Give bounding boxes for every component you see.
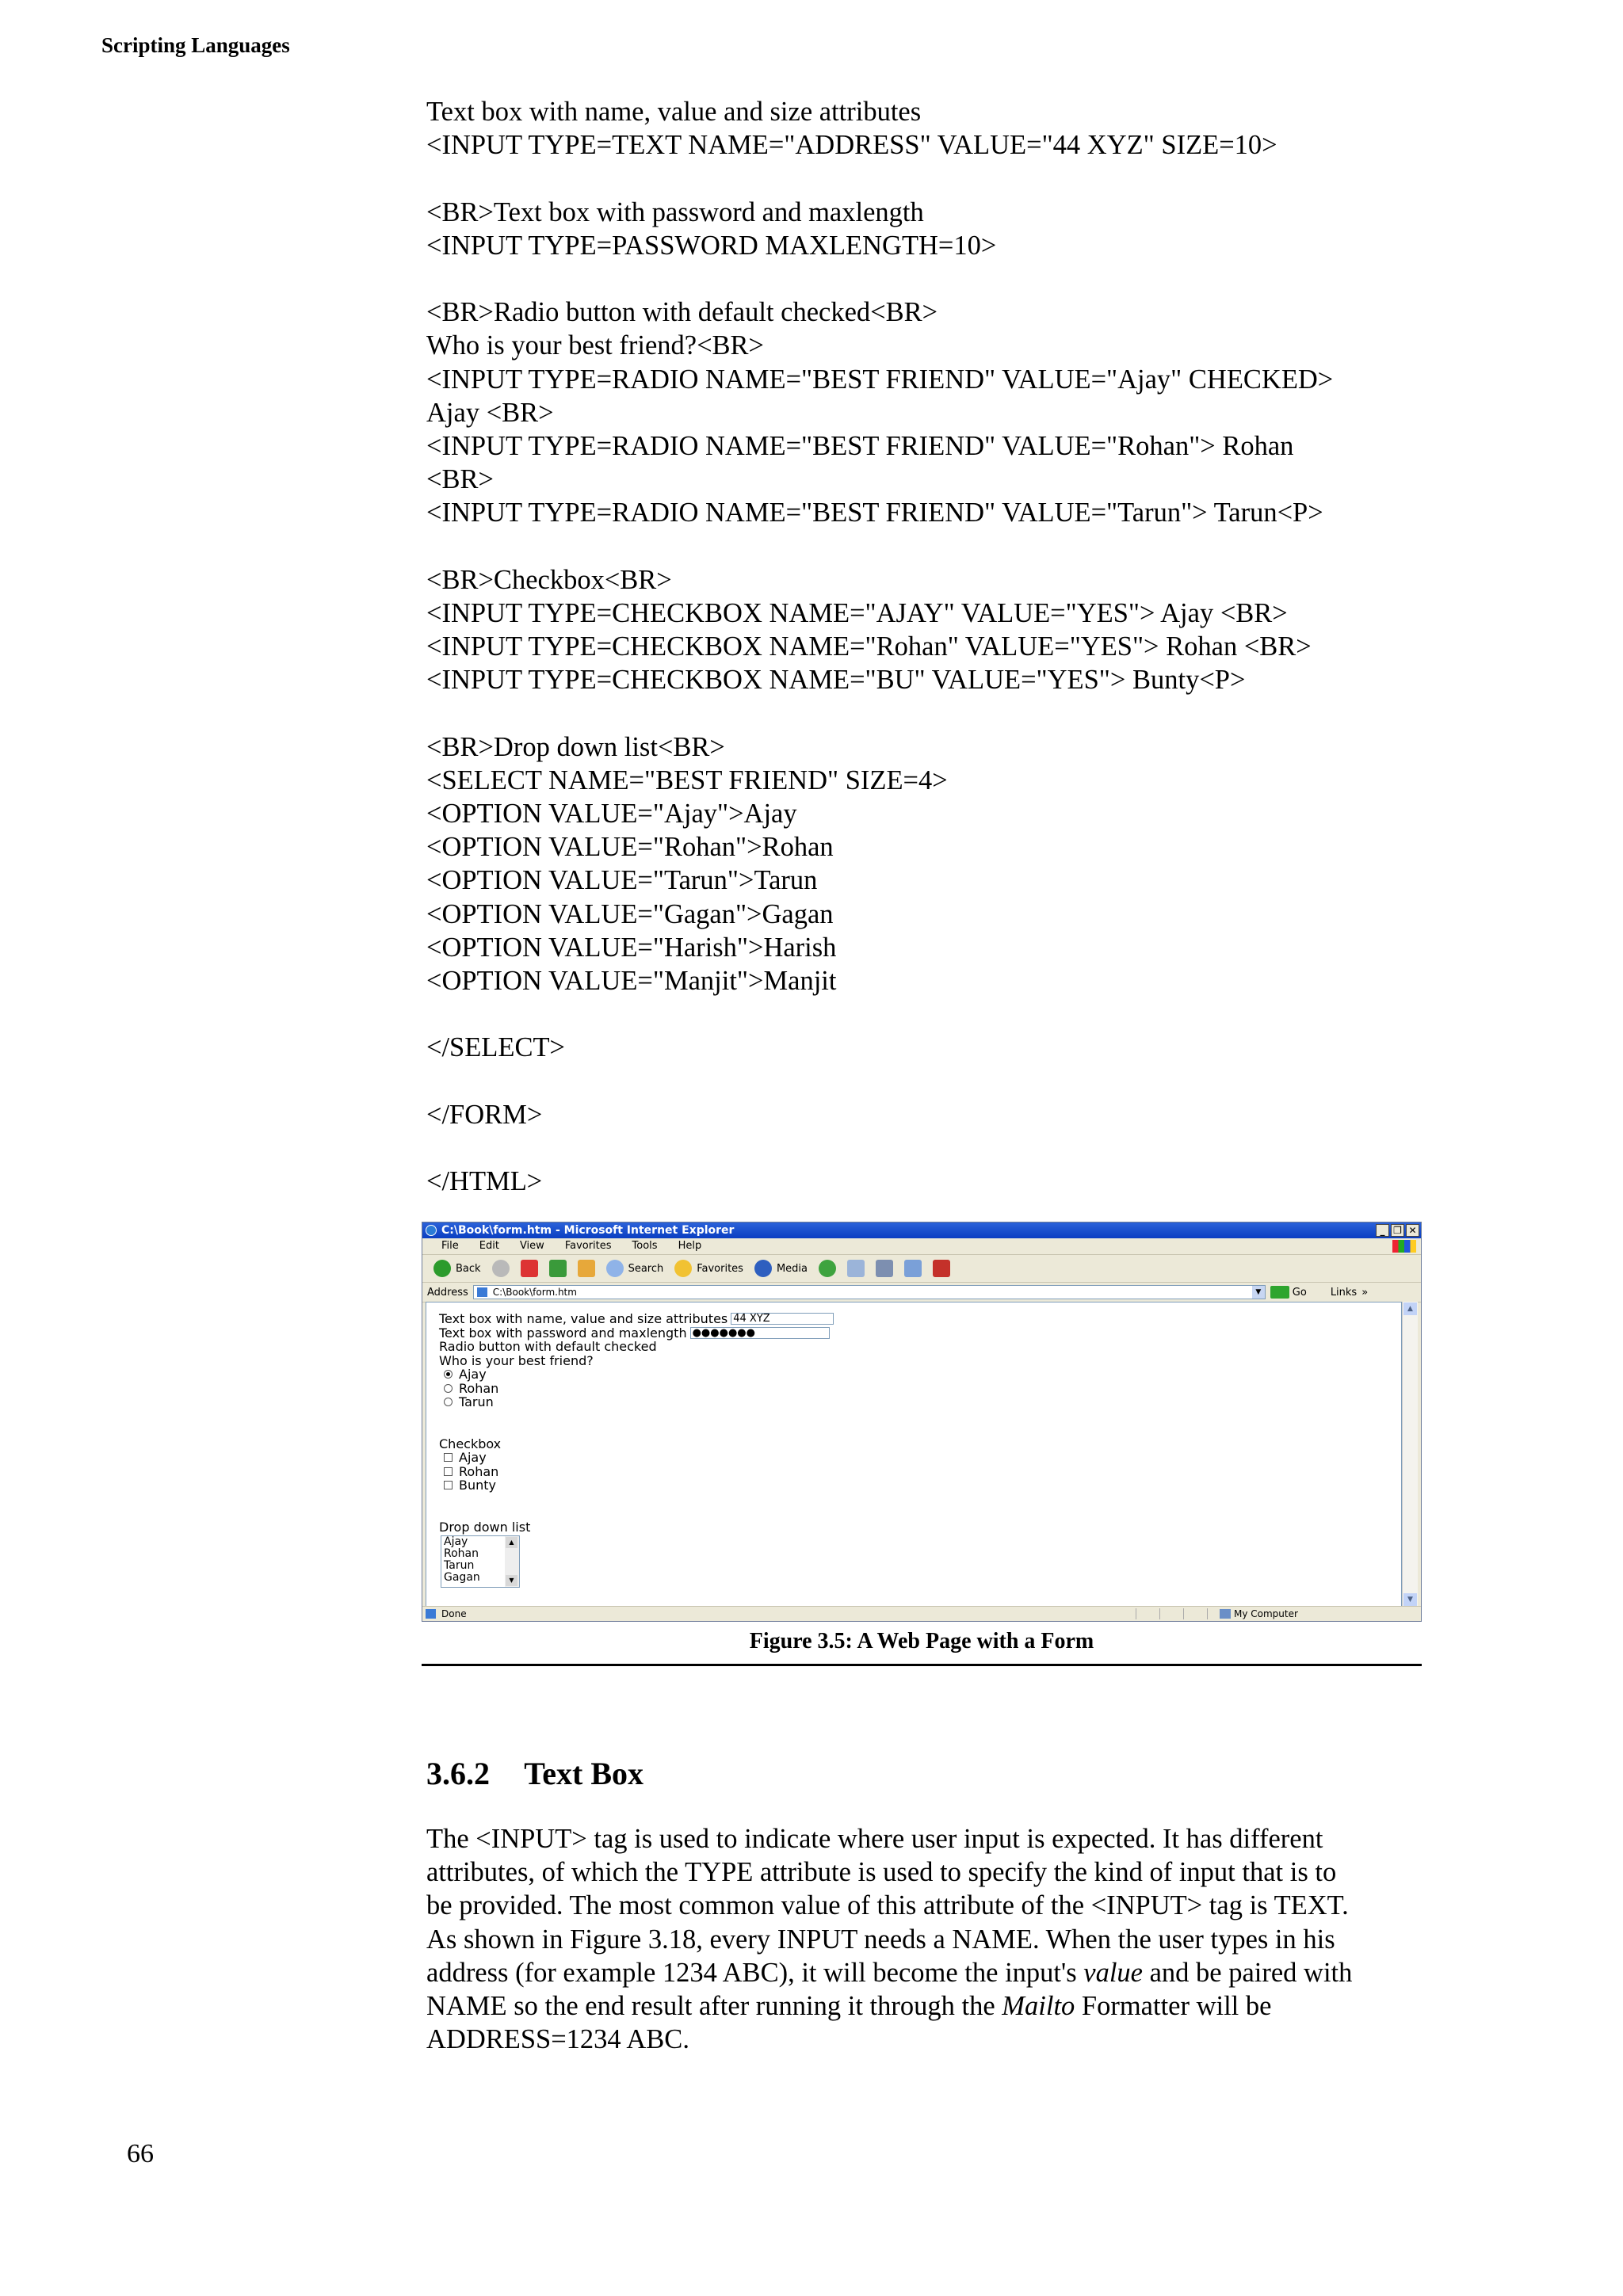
textbox-label: Text box with name, value and size attributes [439,1311,728,1326]
back-button[interactable] [433,1260,481,1277]
paragraph-line [426,1989,1425,2023]
chevron-right-icon[interactable]: » [1361,1286,1369,1299]
windows-logo-icon [1392,1240,1416,1253]
password-label: Text box with password and maxlength [439,1325,687,1341]
checkbox-option[interactable] [439,1465,834,1479]
checkbox-label: Ajay [459,1450,487,1465]
chevron-down-icon[interactable]: ▼ [506,1575,517,1586]
browser-title-bar [422,1222,1421,1238]
radio-label: Ajay [459,1367,487,1382]
listbox-option[interactable]: Tarun [444,1559,475,1572]
paragraph-line: The <INPUT> tag is used to indicate where user input is expected. It has different [426,1824,1323,1854]
computer-icon [1220,1609,1231,1619]
page-number: 66 [127,2139,154,2168]
checkbox[interactable] [444,1481,453,1489]
form [439,1312,834,1588]
back-label: Back [456,1262,481,1275]
media-label: Media [776,1262,808,1275]
radio-question: Who is your best friend? [439,1352,594,1368]
checkbox[interactable] [444,1467,453,1476]
code-line: <BR>Checkbox<BR> [426,564,672,595]
checkbox[interactable] [444,1453,453,1462]
checkbox-label: Rohan [459,1463,499,1479]
page-content [426,1302,1402,1607]
code-line: <INPUT TYPE=RADIO NAME="BEST FRIEND" VALUE="Tarun"> Tarun<P> [426,498,1323,528]
code-line: <INPUT TYPE=CHECKBOX NAME="Rohan" VALUE="YES"> Rohan <BR> [426,631,1312,662]
status-text: Done [441,1608,467,1619]
listbox-option[interactable]: Rohan [444,1547,479,1560]
minimize-icon[interactable]: _ [1376,1224,1389,1237]
search-button[interactable] [606,1260,664,1277]
dropdown-heading: Drop down list [439,1519,531,1535]
code-line [426,997,1457,1031]
code-line: <OPTION VALUE="Tarun">Tarun [426,865,818,896]
status-zone: My Computer [1234,1608,1298,1619]
radio-option[interactable] [439,1395,834,1409]
browser-screenshot [422,1222,1422,1622]
stop-icon[interactable] [521,1260,538,1277]
code-line: <OPTION VALUE="Gagan">Gagan [426,898,834,929]
code-line: </FORM> [426,1099,543,1130]
code-line: <INPUT TYPE=PASSWORD MAXLENGTH=10> [426,230,997,261]
body-paragraph [426,1822,1425,2056]
code-line: <BR>Text box with password and maxlength [426,196,924,227]
address-bar [422,1283,1421,1302]
code-line: <INPUT TYPE=TEXT NAME="ADDRESS" VALUE="44 XYZ" SIZE=10> [426,130,1277,161]
page-icon [426,1609,436,1619]
listbox-option[interactable]: Gagan [444,1571,480,1584]
go-label: Go [1292,1286,1307,1299]
status-divider [1207,1608,1208,1619]
chevron-up-icon[interactable]: ▲ [506,1537,517,1548]
menu-item-help[interactable]: Help [678,1240,702,1252]
scroll-down-icon[interactable]: ▼ [1403,1593,1417,1606]
best-friend-listbox[interactable] [441,1535,520,1588]
refresh-icon[interactable] [549,1260,567,1277]
section-heading [426,1755,643,1792]
favorites-label: Favorites [697,1262,743,1275]
radio-button[interactable] [444,1370,453,1379]
menu-item-tools[interactable]: Tools [632,1240,658,1252]
radio-button[interactable] [444,1398,453,1406]
html-code-listing [426,95,1457,1198]
code-line [426,162,1457,195]
star-icon [674,1260,692,1277]
paragraph-line: As shown in Figure 3.18, every INPUT needs a NAME. When the user types in his [426,1924,1335,1955]
password-row [439,1326,834,1341]
running-head: Scripting Languages [101,33,290,57]
go-button[interactable] [1270,1286,1307,1299]
code-line: <OPTION VALUE="Harish">Harish [426,932,837,963]
menu-item-favorites[interactable]: Favorites [564,1240,612,1252]
code-line [426,1131,1457,1165]
edit-icon[interactable] [904,1260,922,1277]
checkbox-option[interactable] [439,1478,834,1493]
browser-title: C:\Book\form.htm - Microsoft Internet Explorer [441,1224,735,1237]
radio-option[interactable] [439,1382,834,1396]
chevron-down-icon[interactable]: ▼ [1252,1286,1265,1299]
radio-label: Rohan [459,1380,499,1396]
code-line: <INPUT TYPE=CHECKBOX NAME="AJAY" VALUE="YES"> Ajay <BR> [426,597,1288,628]
code-line: Text box with name, value and size attributes [426,97,922,127]
section-title: Text Box [524,1756,644,1791]
emphasized-term: Mailto [1002,1990,1075,2021]
code-line: <OPTION VALUE="Rohan">Rohan [426,832,834,863]
code-line [426,529,1457,563]
paragraph-line [426,1956,1425,1989]
listbox-option[interactable]: Ajay [444,1535,468,1548]
messenger-icon[interactable] [933,1260,950,1277]
code-line: <INPUT TYPE=RADIO NAME="BEST FRIEND" VALUE="Ajay" CHECKED> [426,364,1334,395]
section-number: 3.6.2 [426,1756,490,1791]
media-button[interactable] [754,1260,808,1277]
links-button[interactable]: Links [1330,1286,1358,1299]
emphasized-term: value [1083,1957,1143,1988]
address-input[interactable] [473,1285,1266,1299]
radio-label: Tarun [459,1394,494,1409]
internet-explorer-icon [426,1225,437,1236]
checkbox-option[interactable] [439,1451,834,1465]
code-line: Ajay <BR> [426,397,554,428]
code-line: <OPTION VALUE="Manjit">Manjit [426,965,837,996]
paragraph-line: ADDRESS=1234 ABC. [426,2024,689,2055]
radio-heading: Radio button with default checked [439,1339,657,1354]
browser-toolbar [422,1255,1421,1283]
paragraph-line: be provided. The most common value of this attribute of the <INPUT> tag is TEXT. [426,1890,1349,1921]
go-arrow-icon [1270,1286,1289,1299]
address-textbox[interactable]: 44 XYZ [731,1313,834,1325]
paragraph-text: and be paired with [1142,1957,1353,1988]
code-line: <INPUT TYPE=CHECKBOX NAME="BU" VALUE="YES"> Bunty<P> [426,665,1246,696]
paragraph-text: Formatter will be [1075,1990,1272,2021]
close-icon[interactable]: ✕ [1406,1224,1419,1237]
code-line: <BR>Radio button with default checked<BR> [426,297,938,328]
page-scrollbar[interactable] [1402,1302,1418,1607]
paragraph-line: attributes, of which the TYPE attribute is used to specify the kind of input that is to [426,1857,1337,1888]
search-label: Search [628,1262,664,1275]
code-line: <BR>Drop down list<BR> [426,731,725,762]
paragraph-text: NAME so the end result after running it through the [426,1990,1002,2021]
code-line: <SELECT NAME="BEST FRIEND" SIZE=4> [426,765,948,795]
menu-item-view[interactable]: View [519,1240,544,1252]
forward-arrow-icon[interactable] [492,1260,510,1277]
code-line: <OPTION VALUE="Ajay">Ajay [426,798,797,829]
paragraph-text: address (for example 1234 ABC), it will become the input's [426,1957,1084,1988]
status-divider [1159,1608,1160,1619]
radio-button[interactable] [444,1384,453,1393]
mail-icon[interactable] [847,1260,865,1277]
search-icon [606,1260,624,1277]
checkbox-label: Bunty [459,1478,496,1493]
listbox-scrollbar[interactable] [505,1536,519,1587]
menu-item-edit[interactable]: Edit [479,1240,499,1252]
status-bar [422,1606,1421,1621]
print-icon[interactable] [876,1260,893,1277]
textbox-row [439,1312,834,1326]
favorites-button[interactable] [674,1260,743,1277]
code-line: Who is your best friend?<BR> [426,330,765,361]
figure-caption: Figure 3.5: A Web Page with a Form [749,1629,1094,1653]
caption-rule [422,1664,1422,1666]
status-divider [1183,1608,1184,1619]
code-line: </SELECT> [426,1032,565,1063]
checkbox-heading: Checkbox [439,1436,502,1451]
code-line [426,1064,1457,1097]
address-value: C:\Book\form.htm [492,1287,577,1298]
home-icon[interactable] [578,1260,595,1277]
media-icon [754,1260,772,1277]
history-icon[interactable] [819,1260,836,1277]
code-line [426,262,1457,296]
radio-option[interactable] [439,1367,834,1382]
restore-icon[interactable]: ❐ [1391,1224,1404,1237]
scroll-up-icon[interactable]: ▲ [1403,1302,1417,1315]
address-label: Address [427,1286,468,1299]
menu-item-file[interactable]: File [441,1240,459,1252]
browser-menu-bar [422,1238,1421,1255]
password-field[interactable]: ●●●●●●● [690,1327,830,1339]
code-line [426,696,1457,730]
code-line: </HTML> [426,1166,543,1196]
code-line: <INPUT TYPE=RADIO NAME="BEST FRIEND" VALUE="Rohan"> Rohan [426,430,1294,461]
code-line: <BR> [426,464,494,495]
back-arrow-icon [433,1260,451,1277]
